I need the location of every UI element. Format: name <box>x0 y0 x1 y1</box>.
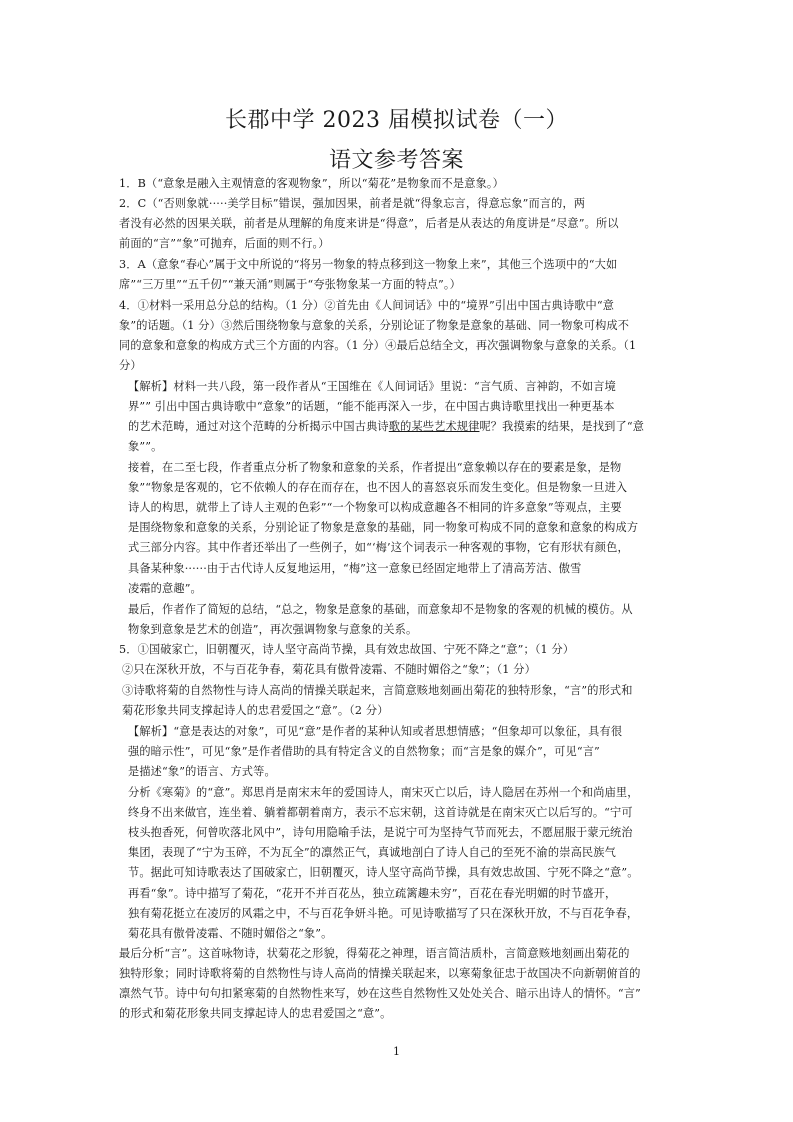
q4-analysis-line: 物象到意象是艺术的创造”，再次强调物象与意象的关系。 <box>128 623 418 636</box>
q5-line: 菊花形象共同支撑起诗人的忠君爱国之“意”。（2 分） <box>122 704 389 717</box>
q5-analysis-line: 的形式和菊花形象共同支撑起诗人的忠君爱国之“意”。 <box>119 1007 392 1020</box>
q4-analysis-line: 是围绕物象和意象的关系，分别论证了物象是意象的基础，同一物象可构成不同的意象和意象的构成方 <box>128 521 639 534</box>
q4-analysis-line <box>128 419 644 434</box>
q4-analysis-line: 最后，作者作了简短的总结，“总之，物象是意象的基础，而意象却不是物象的客观的机械的模仿。从 <box>128 603 633 616</box>
q4-analysis-line: 接着，在二至七段，作者重点分析了物象和意象的关系，作者提出“意象赖以存在的要素是象，是物 <box>128 461 622 474</box>
q5-analysis-line: 【解析】“意是表达的对象”，可见“意”是作者的某种认知或者思想情感；“但象却可以象征，具有很 <box>128 725 623 738</box>
page-title: 长郡中学 2023 届模拟试卷（一） <box>225 108 568 133</box>
q5-analysis-line: 节。据此可知诗歌表达了国破家亡，旧朝覆灭，诗人坚守高尚节操，具有效忠故国、宁死不降之“意”。 <box>128 866 639 879</box>
q4-analysis-text: 的艺术范畴，通过对这个范畴的分析揭示中国古典诗 <box>128 420 389 433</box>
q5-line: ③诗歌将菊的自然物性与诗人高尚的情操关联起来，言简意赅地刻画出菊花的独特形象，“言”的形式和 <box>122 684 633 697</box>
q4-analysis-line: 界”” 引出中国古典诗歌中“意象”的话题，“能不能再深入一步，在中国古典诗歌里找出一种更基本 <box>128 400 615 413</box>
q3-line: 席”“三万里”“五千仞”“兼天涌”则属于“夸张物象某一方面的特点”。） <box>119 278 462 291</box>
q4-analysis-line: 诗人的构思，就带上了诗人主观的色彩”“一个物象可以构成意趣各不相同的许多意象”等观点，主要 <box>128 501 622 514</box>
q3-line: 3．A（意象“春心”属于文中所说的“将另一物象的特点移到这一物象上来”，其他三个选项中的“大如 <box>119 258 618 271</box>
q5-analysis-line: 集团，表现了“宁为玉碎，不为瓦全”的凛然正气，真诚地剖白了诗人自己的至死不渝的崇高民族气 <box>128 846 616 859</box>
q5-analysis-line: 凛然气节。诗中句句扣紧寒菊的自然物性来写，妙在这些自然物性又处处关合、暗示出诗人的情怀。“言” <box>119 987 641 1000</box>
q4-analysis-line: 凌霜的意趣”。 <box>128 582 202 595</box>
q5-analysis-line: 独有菊花挺立在凌厉的风霜之中，不与百花争妍斗艳。可见诗歌描写了只在深秋开放，不与百花争春， <box>128 907 639 920</box>
q5-line: ②只在深秋开放，不与百花争春，菊花具有傲骨凌霜、不随时媚俗之“象”；（1 分） <box>122 663 536 676</box>
q4-analysis-line: 式三部分内容。其中作者还举出了一些例子，如“‘梅’这个词表示一种客观的事物，它有形状有颜色， <box>128 541 629 554</box>
q4-line: 分） <box>119 359 142 372</box>
page-number: 1 <box>393 1045 400 1058</box>
page-subtitle: 语文参考答案 <box>328 148 464 173</box>
q4-line: 同的意象和意象的构成方式三个方面的内容。（1 分）④最后总结全文，再次强调物象与意象的关系。（1 <box>119 339 637 352</box>
q4-analysis-line: 【解析】材料一共八段，第一段作者从“王国维在《人间词话》里说：“言气质、言神韵，不如言境 <box>128 380 616 393</box>
q5-analysis-line: 枝头抱香死，何曾吹落北风中”，诗句用隐喻手法，是说宁可为坚持气节而死去，不愿屈服于蒙元统治 <box>128 826 633 839</box>
q2-line: 前面的“言”“象”可抛弃，后面的则不行。） <box>119 237 330 250</box>
q5-analysis-line: 独特形象；同时诗歌将菊的自然物性与诗人高尚的情操关联起来，以寒菊象征忠于故国决不向新朝俯首的 <box>119 967 641 980</box>
q4-line: 4．①材料一采用总分总的结构。（1 分）②首先由《人间词话》中的“境界”引出中国古典诗歌中“意 <box>119 299 615 312</box>
q5-line: 5．①国破家亡，旧朝覆灭，诗人坚守高尚节操，具有效忠故国、宁死不降之“意”；（1 分） <box>119 643 575 656</box>
q5-analysis-line: 分析《寒菊》的“意”。郑思肖是南宋末年的爱国诗人，南宋灭亡以后，诗人隐居在苏州一个和尚庙里， <box>128 786 639 799</box>
q5-analysis-line: 最后分析“言”。这首咏物诗，状菊花之形貌，得菊花之神理，语言简洁质朴，言简意赅地刻画出菊花的 <box>119 947 630 960</box>
q5-analysis-line: 强的暗示性”，可见“象”是作者借助的具有特定含义的自然物象；而“言是象的媒介”，可见“言” <box>128 745 600 758</box>
q1-line: 1．B（“意象是融入主观情意的客观物象”，所以“菊花”是物象而不是意象。） <box>119 177 504 190</box>
q4-line: 象”的话题。（1 分）③然后围绕物象与意象的关系，分别论证了物象是意象的基础、同一物象可构成不 <box>119 319 630 332</box>
q4-analysis-line: 象”“物象是客观的，它不依赖人的存在而存在，也不因人的喜怒哀乐而发生变化。但是物象一旦进入 <box>128 481 628 494</box>
q5-analysis-line: 再看“象”。诗中描写了菊花，“花开不并百花丛，独立疏篱趣未穷”，百花在春光明媚的时节盛开， <box>128 887 617 900</box>
q5-analysis-line: 菊花具有傲骨凌霜、不随时媚俗之“象”。 <box>128 927 333 940</box>
q4-analysis-underlined-text: 歌的某些艺术规律 <box>388 420 480 433</box>
q4-analysis-line: 象””。 <box>128 440 163 453</box>
q2-line: 2．C（“否则象就·····美学目标”错误，强加因果，前者是就“得象忘言，得意忘象”而言的，两 <box>119 197 586 210</box>
q5-analysis-line: 是描述“象”的语言、方式等。 <box>128 765 276 778</box>
q4-analysis-text: 呢？我摸索的结果，是找到了“意 <box>479 420 645 433</box>
q4-analysis-line: 具备某种象······由于古代诗人反复地运用，“梅”这一意象已经固定地带上了清高芳洁、傲雪 <box>128 562 582 575</box>
q2-line: 者没有必然的因果关联，前者是从理解的角度来讲是“得意”，后者是从表达的角度讲是“尽意”。所以 <box>119 217 619 230</box>
q5-analysis-line: 终身不出来做官，连坐着、躺着都朝着南方，表示不忘宋朝，这首诗就是在南宋灭亡以后写的。“宁可 <box>128 806 633 819</box>
